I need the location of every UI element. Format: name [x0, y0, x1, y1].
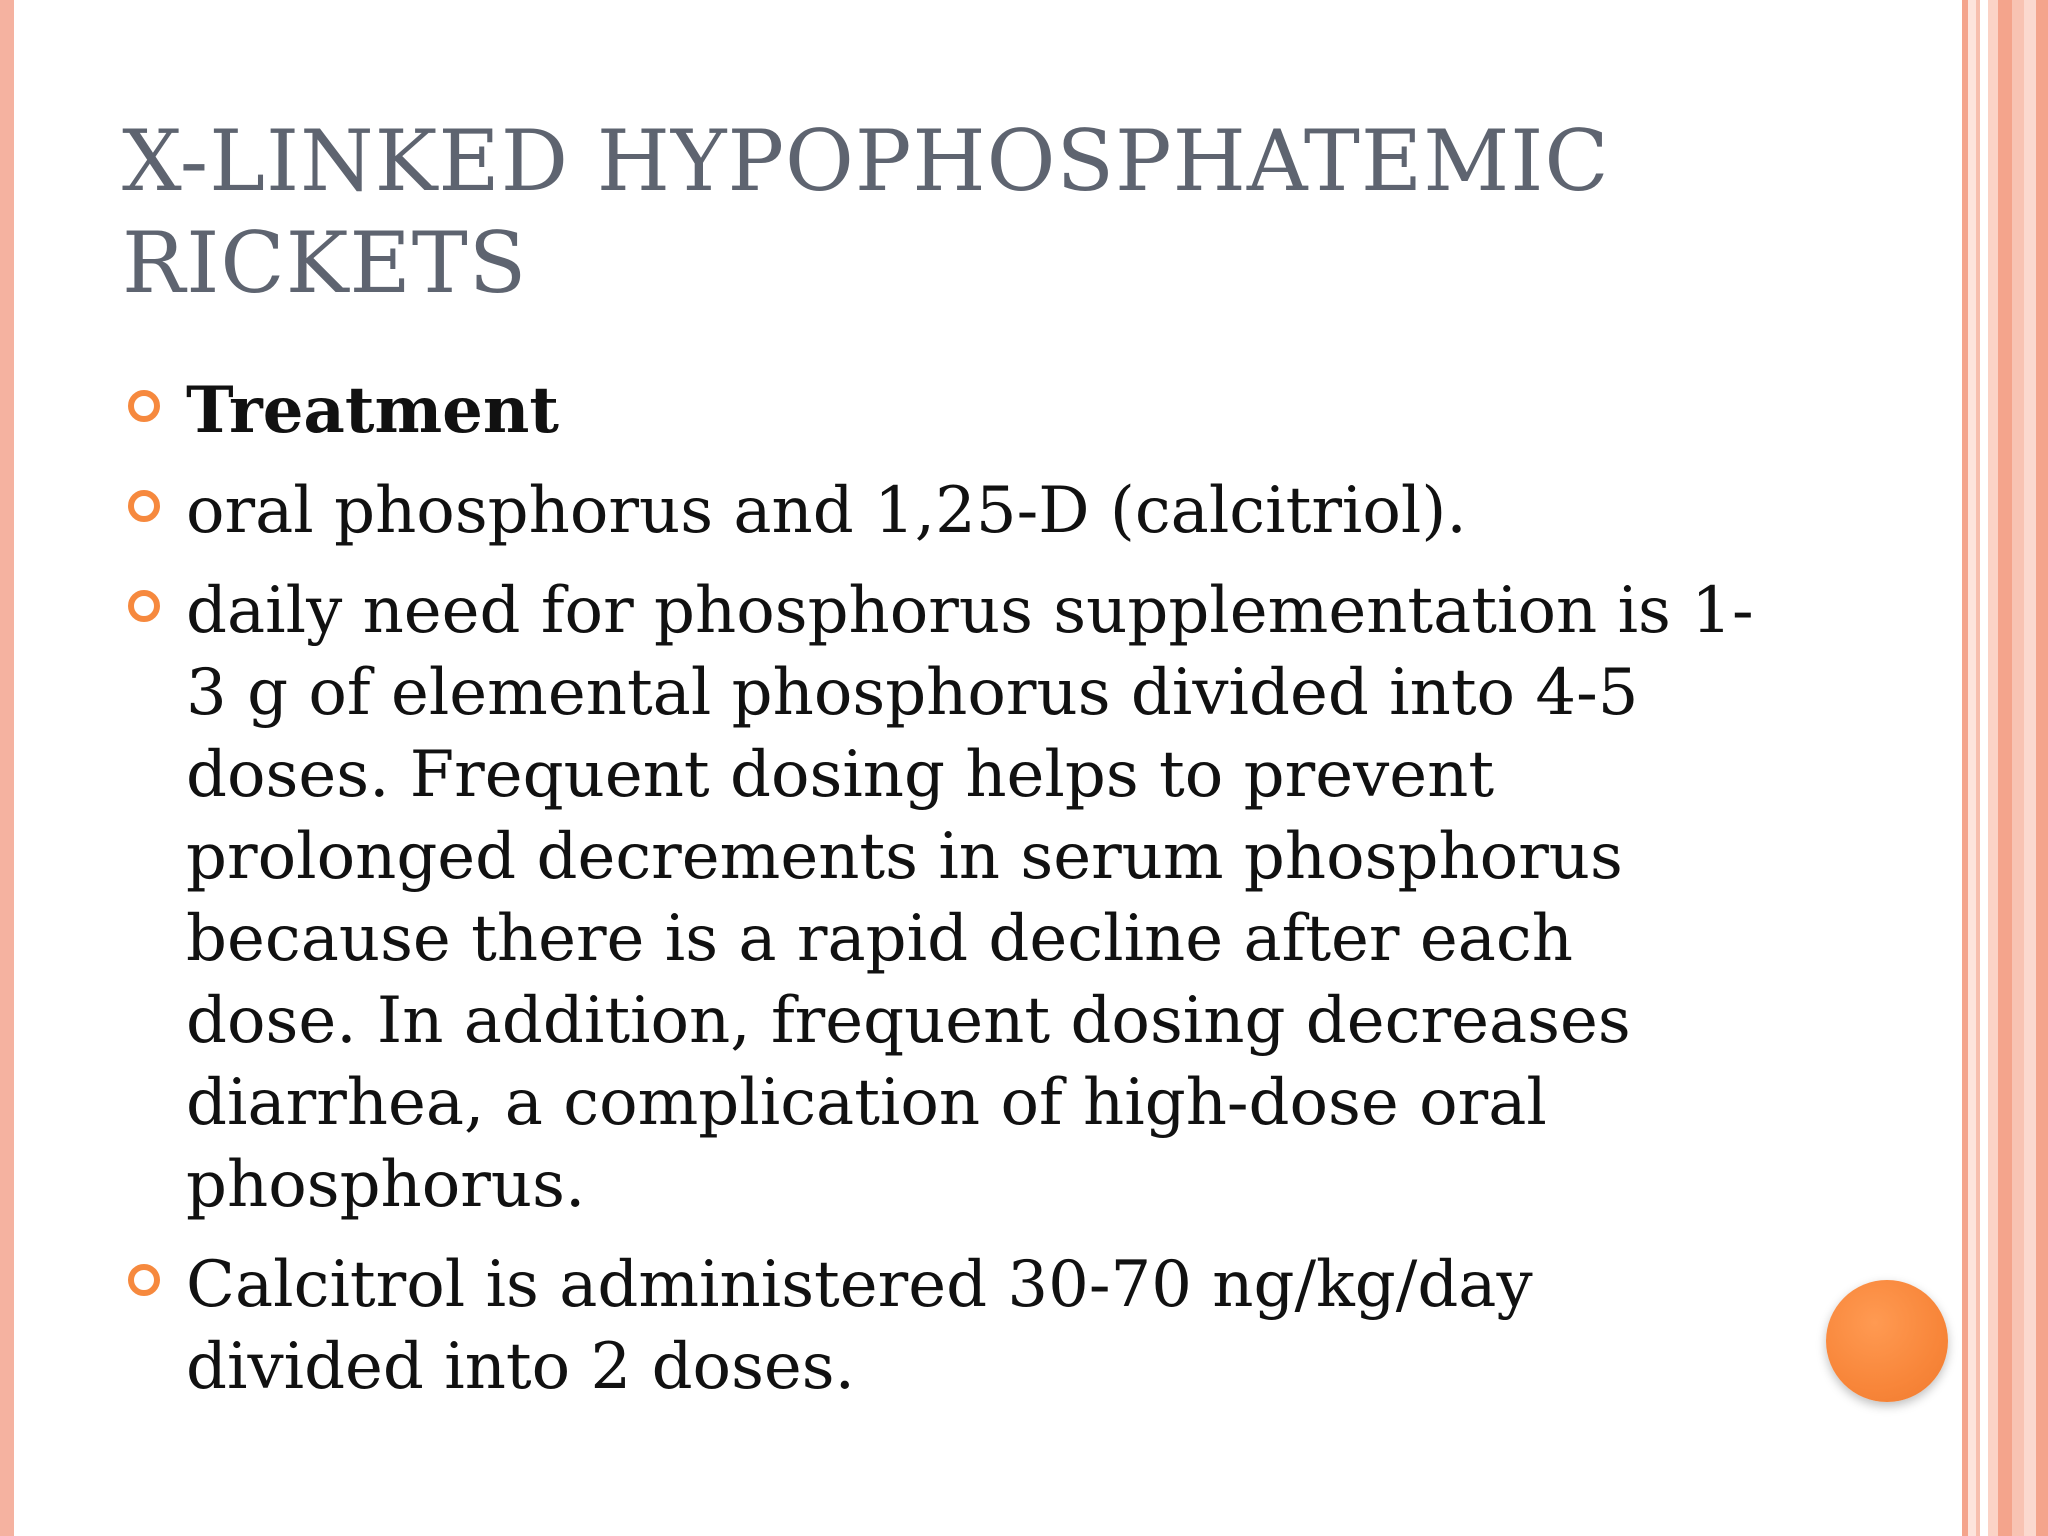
- circle-bullet-icon: [128, 490, 160, 522]
- circle-bullet-icon: [128, 390, 160, 422]
- circle-bullet-icon: [128, 1264, 160, 1296]
- bullet-text: Treatment: [186, 373, 559, 448]
- slide-title: [122, 110, 1822, 314]
- bullet-text: oral phosphorus and 1,25-D (calcitriol).: [186, 474, 1467, 548]
- orange-circle-decoration: [1826, 1280, 1948, 1402]
- right-border-stripes: [1958, 0, 2048, 1536]
- title-line-1: X-LINKED HYPOPHOSPHATEMIC: [122, 112, 1610, 210]
- bullet-text: daily need for phosphorus supplementation is 1-3 g of elemental phosphorus divided into 4-5 doses. Frequent dosing helps to prevent prolonged decrements in serum phosphorus because there is a rapid decline after each dose. In addition, frequent dosing decreases diarrhea, a complication of high-dose oral phosphorus.: [186, 574, 1754, 1222]
- circle-bullet-icon: [128, 590, 160, 622]
- bullet-text: Calcitrol is administered 30-70 ng/kg/day divided into 2 doses.: [186, 1248, 1533, 1404]
- left-border-stripe: [0, 0, 14, 1536]
- bullet-item: [120, 1244, 1760, 1408]
- title-line-2: RICKETS: [122, 214, 528, 312]
- bullet-item: [120, 570, 1760, 1226]
- bullet-list: [120, 370, 1760, 1426]
- bullet-item: [120, 470, 1760, 552]
- bullet-item: [120, 370, 1760, 452]
